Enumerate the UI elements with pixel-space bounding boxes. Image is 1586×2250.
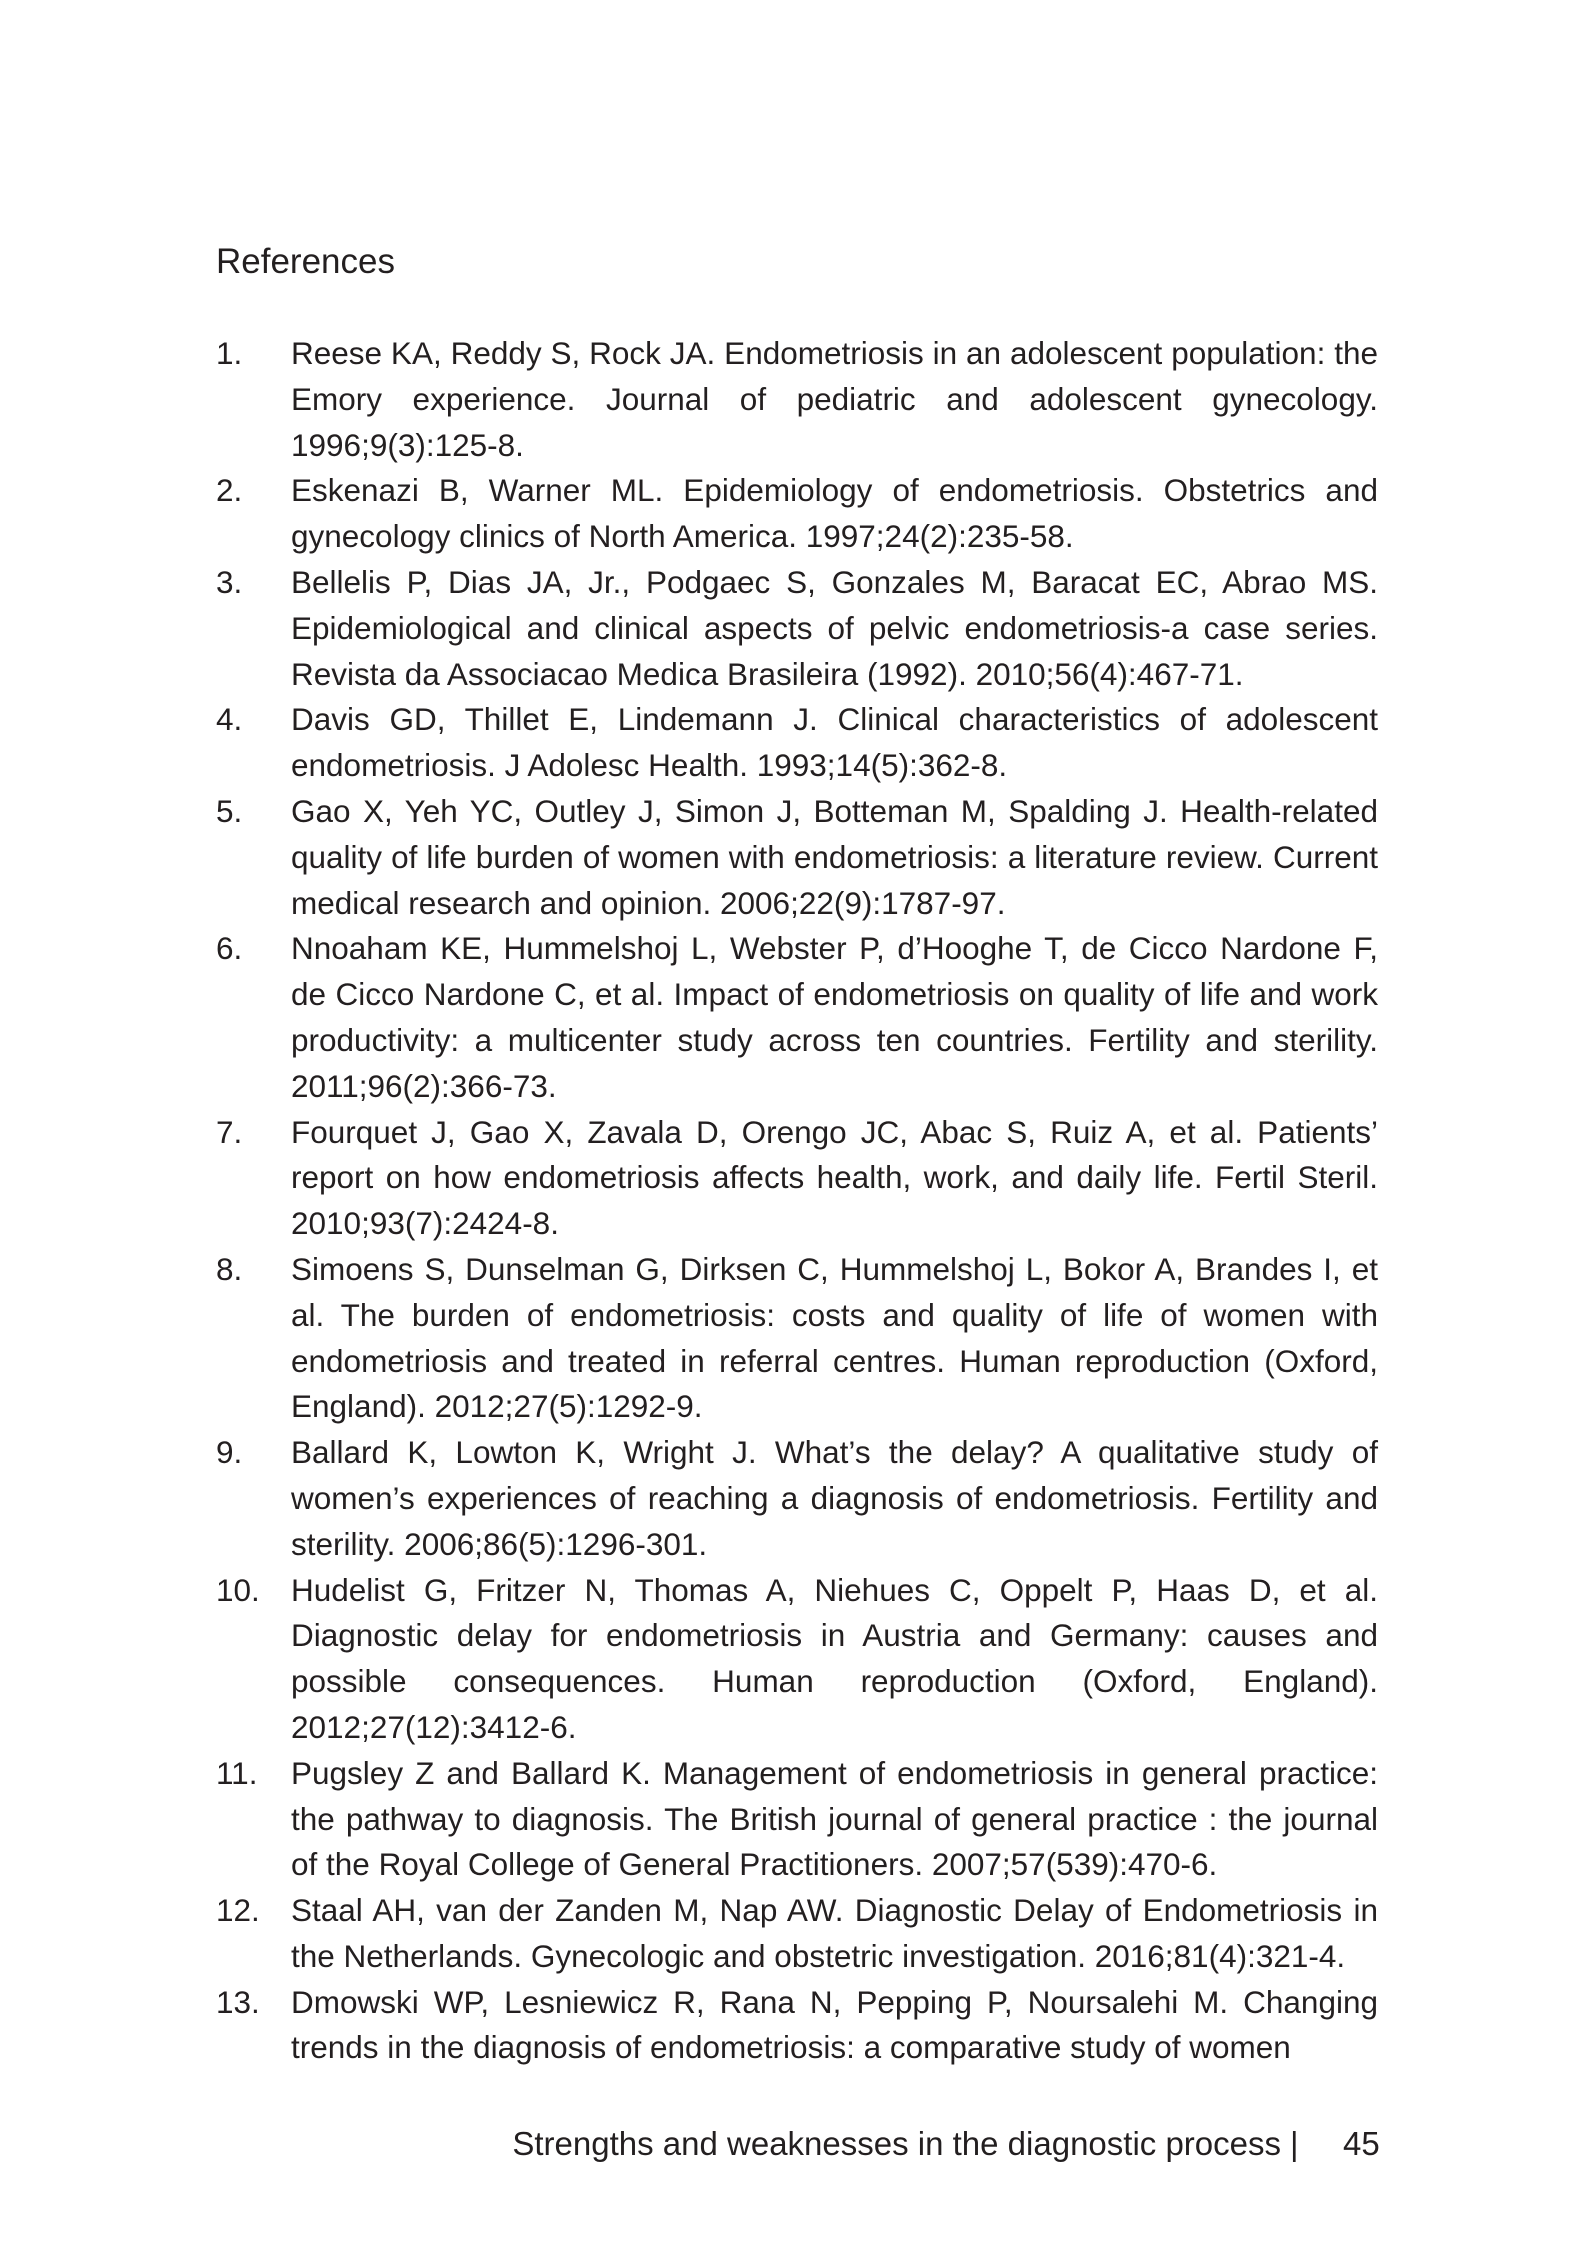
reference-item <box>216 1980 1378 2072</box>
reference-text: Fourquet J, Gao X, Zavala D, Orengo JC, Abac S, Ruiz A, et al. Patients’ report on how endometriosis affects health, work, and daily life. Fertil Steril. 2010;93(7):2424-8. <box>291 1113 1378 1242</box>
reference-number: 11. <box>216 1754 258 1791</box>
reference-item <box>216 1888 1378 1980</box>
reference-number: 8. <box>216 1250 243 1287</box>
reference-text: Pugsley Z and Ballard K. Management of endometriosis in general practice: the pathway to diagnosis. The British journal of general practice : the journal of the Royal College of General Practitioners. 2007;57(539):470-6. <box>291 1754 1378 1883</box>
reference-text: Ballard K, Lowton K, Wright J. What’s the delay? A qualitative study of women’s experiences of reaching a diagnosis of endometriosis. Fertility and sterility. 2006;86(5):1296-301. <box>291 1434 1378 1562</box>
reference-text: Bellelis P, Dias JA, Jr., Podgaec S, Gonzales M, Baracat EC, Abrao MS. Epidemiological and clinical aspects of pelvic endometriosis-a case series. Revista da Associacao Medica Brasileira (1992). 2010;56(4):467-71. <box>291 563 1378 692</box>
reference-item <box>216 1568 1378 1751</box>
reference-text: Staal AH, van der Zanden M, Nap AW. Diagnostic Delay of Endometriosis in the Netherlands. Gynecologic and obstetric investigation. 2016;81(4):321-4. <box>291 1892 1378 1974</box>
footer-separator: | <box>1290 2125 1299 2162</box>
reference-number: 1. <box>216 335 243 371</box>
reference-number: 3. <box>216 563 243 600</box>
reference-text: Eskenazi B, Warner ML. Epidemiology of endometriosis. Obstetrics and gynecology clinics of North America. 1997;24(2):235-58. <box>291 472 1378 555</box>
page-footer <box>0 2120 1586 2170</box>
reference-item <box>216 697 1378 789</box>
reference-item <box>216 1247 1378 1430</box>
reference-number: 9. <box>216 1434 243 1471</box>
reference-item <box>216 789 1378 926</box>
reference-text: Reese KA, Reddy S, Rock JA. Endometriosis in an adolescent population: the Emory experience. Journal of pediatric and adolescent gynecology. 1996;9(3):125-8. <box>291 335 1378 463</box>
reference-number: 12. <box>216 1892 260 1929</box>
reference-text: Simoens S, Dunselman G, Dirksen C, Hummelshoj L, Bokor A, Brandes I, et al. The burden of endometriosis: costs and quality of life of women with endometriosis and treated in referral centres. Human reproduction (Oxford, England). 2012;27(5):1292-9. <box>291 1250 1378 1425</box>
reference-number: 6. <box>216 930 243 967</box>
references-heading: References <box>216 242 395 281</box>
reference-text: Hudelist G, Fritzer N, Thomas A, Niehues C, Oppelt P, Haas D, et al. Diagnostic delay for endometriosis in Austria and Germany: causes and possible consequences. Human reproduction (Oxford, England). 2012;27(12):3412-6. <box>291 1571 1378 1745</box>
running-title: Strengths and weaknesses in the diagnostic process <box>512 2125 1281 2162</box>
reference-number: 2. <box>216 472 243 509</box>
reference-item <box>216 560 1378 697</box>
reference-number: 10. <box>216 1571 260 1608</box>
reference-number: 5. <box>216 792 243 829</box>
reference-item <box>216 926 1378 1109</box>
reference-number: 4. <box>216 701 243 738</box>
reference-text: Gao X, Yeh YC, Outley J, Simon J, Botteman M, Spalding J. Health-related quality of life burden of women with endometriosis: a literature review. Current medical research and opinion. 2006;22(9):1787-97. <box>291 792 1378 921</box>
reference-text: Dmowski WP, Lesniewicz R, Rana N, Pepping P, Noursalehi M. Changing trends in the diagnosis of endometriosis: a comparative study of women <box>291 1983 1378 2066</box>
reference-text: Nnoaham KE, Hummelshoj L, Webster P, d’Hooghe T, de Cicco Nardone F, de Cicco Nardone C, et al. Impact of endometriosis on quality of life and work productivity: a multicenter study across ten countries. Fertility and sterility. 2011;96(2):366-73. <box>291 930 1378 1104</box>
reference-item <box>216 468 1378 560</box>
reference-text: Davis GD, Thillet E, Lindemann J. Clinical characteristics of adolescent endometriosis. J Adolesc Health. 1993;14(5):362-8. <box>291 701 1378 784</box>
reference-item <box>216 1430 1378 1567</box>
page-number: 45 <box>1343 2125 1380 2162</box>
reference-item <box>216 1110 1378 1247</box>
reference-list <box>216 331 1378 2071</box>
reference-number: 13. <box>216 1983 260 2020</box>
reference-item <box>216 331 1378 468</box>
reference-number: 7. <box>216 1113 243 1150</box>
reference-item <box>216 1751 1378 1888</box>
